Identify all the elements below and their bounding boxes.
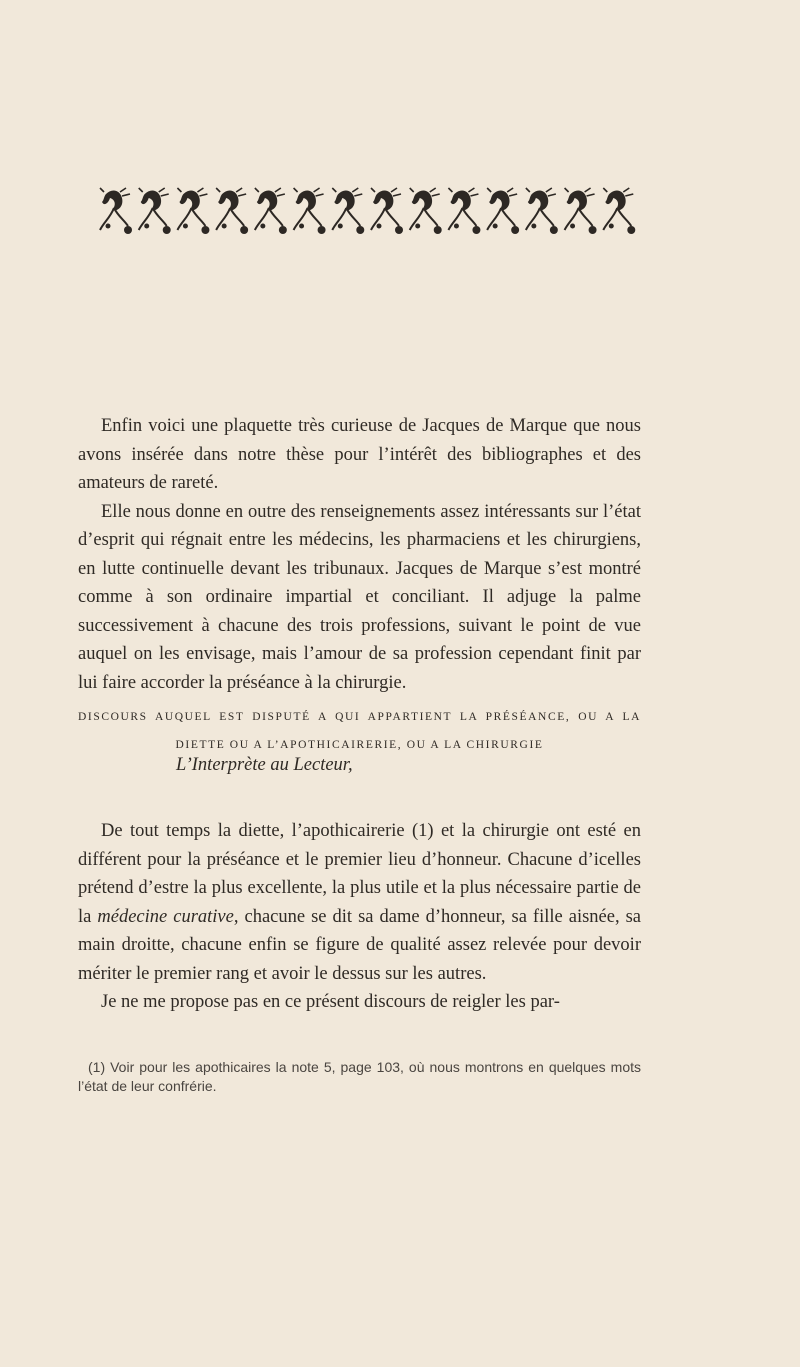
interprete-heading: L’Interprète au Lecteur, [176, 755, 353, 775]
ornament-motif [332, 188, 364, 234]
main-paragraph-1-start: De tout temps la diette, l’apothicairerie (1) et la chirurgie ont esté en différent pour la préséance et le premier lieu d’honneur. Chacune d’icelles prétend d’estre la plus excellente, la plus utile et la plus nécessaire partie de la [78, 821, 641, 927]
ornament-motif [565, 188, 597, 234]
main-paragraph-1 [78, 817, 641, 988]
title-line-1: DISCOURS AUQUEL EST DISPUTÉ A QUI APPARTIENT LA PRÉSÉANCE, OU A LA [78, 711, 641, 723]
footnote-text: (1) Voir pour les apothicaires la note 5, page 103, où nous montrons en quelques mots l’état de leur confrérie. [78, 1059, 641, 1094]
ornament-motif [294, 188, 326, 234]
discourse-title [78, 703, 641, 759]
ornament-motif [139, 188, 171, 234]
ornament-motif [255, 188, 287, 234]
ornament-motif [448, 188, 480, 234]
main-paragraph-2: Je ne me propose pas en ce présent discours de reigler les par- [101, 992, 560, 1012]
ornament-motif [177, 188, 209, 234]
ornament-motif [526, 188, 558, 234]
footnote [78, 1058, 641, 1096]
ornament-motif [371, 188, 403, 234]
intro-paragraph-1: Enfin voici une plaquette très curieuse de Jacques de Marque que nous avons insérée dans notre thèse pour l’intérêt des bibliographes et des amateurs de rareté. [78, 416, 641, 493]
ornament-motif [410, 188, 442, 234]
ornament-motif [216, 188, 248, 234]
emphasis-medecine-curative: médecine curative [97, 906, 234, 927]
intro-paragraph-2: Elle nous donne en outre des renseignements assez intéressants sur l’état d’esprit qui régnait entre les médecins, les pharmaciens et les chirurgiens, en lutte continuelle devant les tribunaux. Jacques de Marque s’est montré comme à son ordinaire impartial et conciliant. Il adjuge la palme successivement à chacune des trois professions, suivant le point de vue auquel on les envisage, mais l’amour de sa profession cependant finit par lui faire accorder la préséance à la chirurgie. [78, 501, 641, 693]
main-paragraph-1-end: , chacune se dit sa dame d’honneur, sa fille aisnée, sa main droitte, chacune enfin se figure de qualité assez relevée pour devoir mériter le premier rang et avoir le dessus sur les autres. [78, 906, 642, 984]
intro-section [78, 412, 641, 697]
floral-ornament-icon [98, 186, 640, 242]
ornament-motif [603, 188, 635, 234]
main-section [78, 817, 641, 1017]
ornament-motif [487, 188, 519, 234]
title-line-2: DIETTE OU A L’APOTHICAIRERIE, OU A LA CHIRURGIE [175, 739, 544, 751]
ornament-motif [100, 188, 132, 234]
